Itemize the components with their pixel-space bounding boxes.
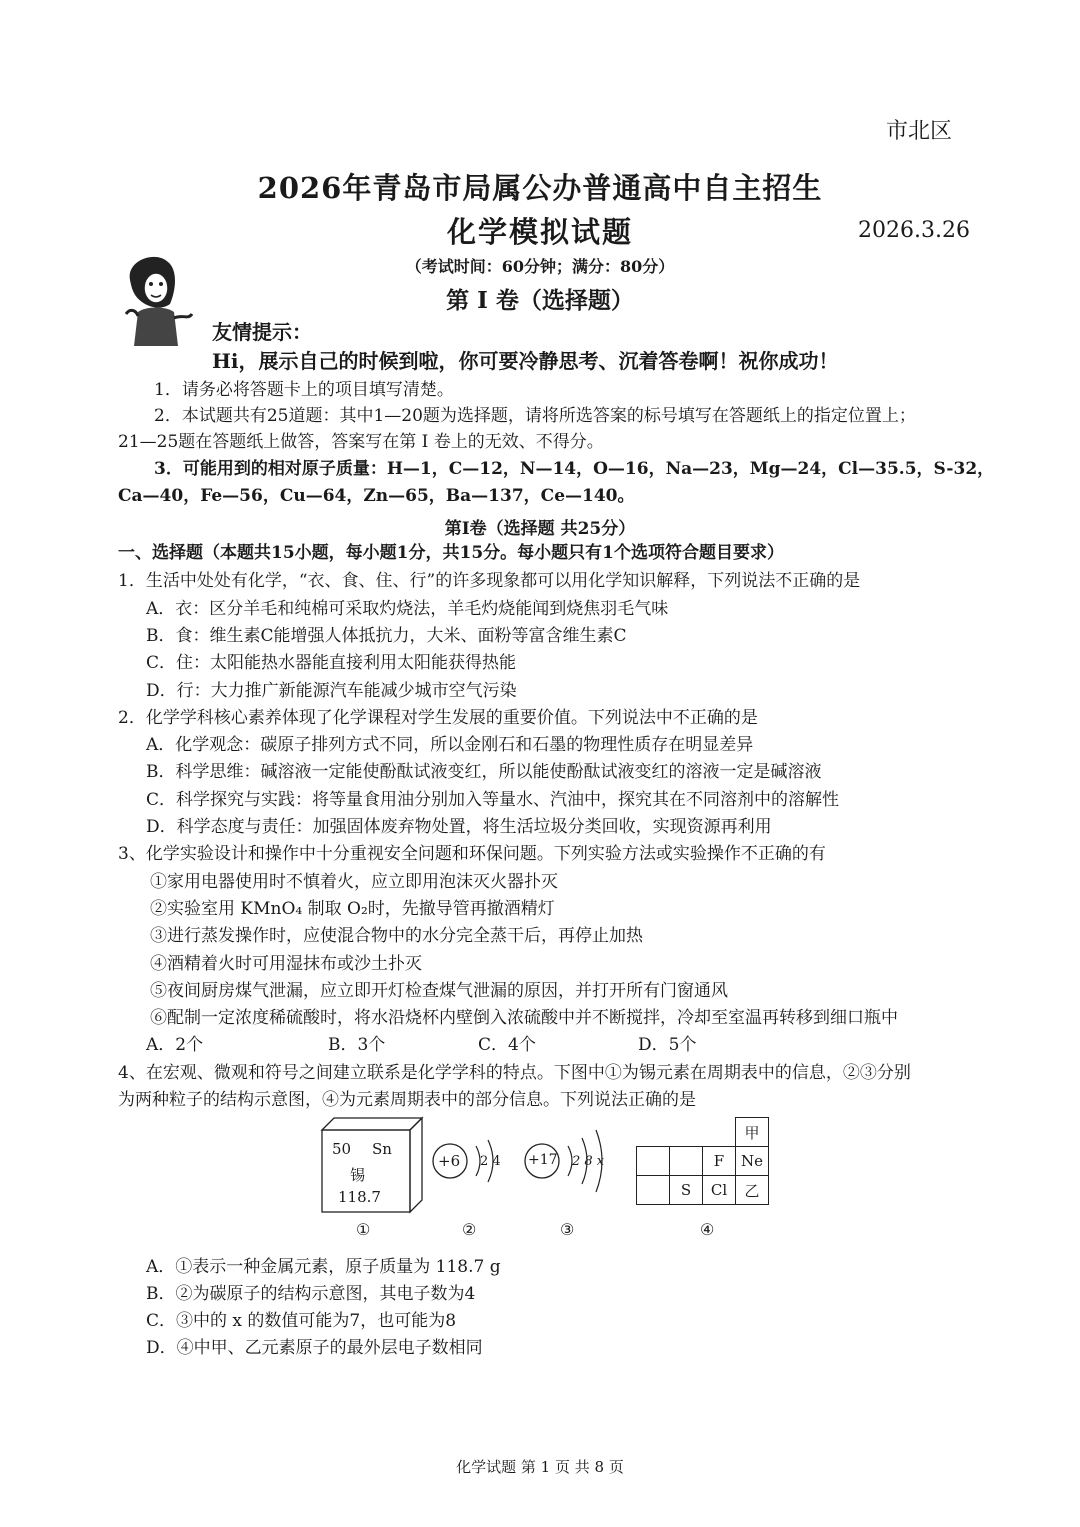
district-label: 市北区 <box>886 119 953 144</box>
rule-3: 3．可能用到的相对原子质量：H—1，C—12，N—14，O—16，Na—23，Mg—24，Cl—35.5，S-32， <box>154 459 995 479</box>
q3-item-1: ①家用电器使用时不慎着火，应立即用泡沫灭火器扑灭 <box>150 872 558 892</box>
tin-symbol: Sn <box>372 1140 392 1158</box>
q2-option-a: A．化学观念：碳原子排列方式不同，所以金刚石和石墨的物理性质存在明显差异 <box>146 735 754 755</box>
q1-stem: 1．生活中处处有化学，“衣、食、住、行”的许多现象都可以用化学知识解释，下列说法不正确的是 <box>118 571 861 591</box>
volume-title: 第 I 卷（选择题） <box>446 287 634 314</box>
q4-option-b: B．②为碳原子的结构示意图，其电子数为4 <box>146 1284 476 1304</box>
tin-mass: 118.7 <box>338 1188 381 1206</box>
pt-cell-ne: Ne <box>736 1147 769 1176</box>
page-footer: 化学试题 第 1 页 共 8 页 <box>456 1458 624 1476</box>
q2-option-d: D．科学态度与责任：加强固体废弃物处置，将生活垃圾分类回收，实现资源再利用 <box>146 817 772 837</box>
q4-stem-line1: 4、在宏观、微观和符号之间建立联系是化学学科的特点。下图中①为锡元素在周期表中的信息，②③分别 <box>118 1063 911 1083</box>
rule-3-cont: Ca—40，Fe—56，Cu—64，Zn—65，Ba—137，Ce—140。 <box>118 486 635 506</box>
q3-item-3: ③进行蒸发操作时，应使混合物中的水分完全蒸干后，再停止加热 <box>150 926 643 946</box>
figure-label-3: ③ <box>560 1220 575 1239</box>
atom3-shells: 2 8 x <box>572 1154 605 1169</box>
exam-date: 2026.3.26 <box>858 218 970 243</box>
exam-subtitle: 化学模拟试题 <box>446 215 633 249</box>
part1-heading: 一、选择题（本题共15小题，每小题1分，共15分。每小题只有1个选项符合题目要求） <box>118 543 784 563</box>
q2-stem: 2．化学学科核心素养体现了化学课程对学生发展的重要价值。下列说法中不正确的是 <box>118 708 758 728</box>
pt-cell-cl: Cl <box>703 1176 736 1205</box>
q2-option-b: B．科学思维：碱溶液一定能使酚酞试液变红，所以能使酚酞试液变红的溶液一定是碱溶液 <box>146 762 822 782</box>
q3-item-2: ②实验室用 KMnO₄ 制取 O₂时，先撤导管再撤酒精灯 <box>150 899 555 919</box>
tips-message: Hi，展示自己的时候到啦，你可要冷静思考、沉着答卷啊！祝你成功！ <box>212 349 839 373</box>
tin-name: 锡 <box>350 1166 366 1184</box>
atom2-nucleus: +6 <box>438 1152 461 1170</box>
rule-2: 2．本试题共有25道题：其中1—20题为选择题，请将所选答案的标号填写在答题纸上的指定位置上； <box>154 406 916 426</box>
q1-option-d: D．行：大力推广新能源汽车能减少城市空气污染 <box>146 681 517 701</box>
mascot-illustration <box>116 250 196 348</box>
rule-2-cont: 21—25题在答题纸上做答，答案写在第 I 卷上的无效、不得分。 <box>118 432 604 452</box>
rule-1: 1．请务必将答题卡上的项目填写清楚。 <box>154 380 454 400</box>
q3-option-d: D．5个 <box>638 1035 697 1055</box>
q3-option-c: C．4个 <box>478 1035 536 1055</box>
exam-title: 2026年青岛市局属公办普通高中自主招生 <box>257 171 823 205</box>
section-heading: 第Ⅰ卷（选择题 共25分） <box>444 519 636 539</box>
tin-atomic-number: 50 <box>332 1140 352 1158</box>
q1-option-a: A．衣：区分羊毛和纯棉可采取灼烧法，羊毛灼烧能闻到烧焦羽毛气味 <box>146 599 669 619</box>
q3-option-b: B．3个 <box>328 1035 386 1055</box>
q4-option-d: D．④中甲、乙元素原子的最外层电子数相同 <box>146 1338 483 1358</box>
figure-label-2: ② <box>462 1220 477 1239</box>
figure-label-1: ① <box>356 1220 371 1239</box>
q4-stem-line2: 为两种粒子的结构示意图，④为元素周期表中的部分信息。下列说法正确的是 <box>118 1090 696 1110</box>
figure-label-4: ④ <box>700 1220 715 1239</box>
q3-stem: 3、化学实验设计和操作中十分重视安全问题和环保问题。下列实验方法或实验操作不正确的有 <box>118 844 826 864</box>
q4-option-c: C．③中的 x 的数值可能为7，也可能为8 <box>146 1311 457 1331</box>
pt-cell-s: S <box>670 1176 703 1205</box>
q3-item-4: ④酒精着火时可用湿抹布或沙土扑灭 <box>150 954 422 974</box>
periodic-table-fragment <box>636 1117 769 1205</box>
pt-cell-f: F <box>703 1147 736 1176</box>
q3-item-6: ⑥配制一定浓度稀硫酸时，将水沿烧杯内壁倒入浓硫酸中并不断搅拌，冷却至室温再转移到细口瓶中 <box>150 1008 898 1028</box>
atom2-shells: 2 4 <box>480 1154 501 1169</box>
atom3-nucleus: +17 <box>528 1152 558 1168</box>
q1-option-c: C．住：太阳能热水器能直接利用太阳能获得热能 <box>146 653 517 673</box>
pt-cell-yi: 乙 <box>736 1176 769 1205</box>
time-note: （考试时间：60分钟；满分：80分） <box>405 257 675 276</box>
tips-label: 友情提示： <box>212 320 312 344</box>
q3-item-5: ⑤夜间厨房煤气泄漏，应立即开灯检查煤气泄漏的原因，并打开所有门窗通风 <box>150 981 728 1001</box>
q2-option-c: C．科学探究与实践：将等量食用油分别加入等量水、汽油中，探究其在不同溶剂中的溶解性 <box>146 790 840 810</box>
q3-option-a: A．2个 <box>146 1035 204 1055</box>
pt-cell-jia: 甲 <box>736 1118 769 1147</box>
q4-option-a: A．①表示一种金属元素，原子质量为 118.7 g <box>146 1257 501 1277</box>
q1-option-b: B．食：维生素C能增强人体抵抗力，大米、面粉等富含维生素C <box>146 626 627 646</box>
